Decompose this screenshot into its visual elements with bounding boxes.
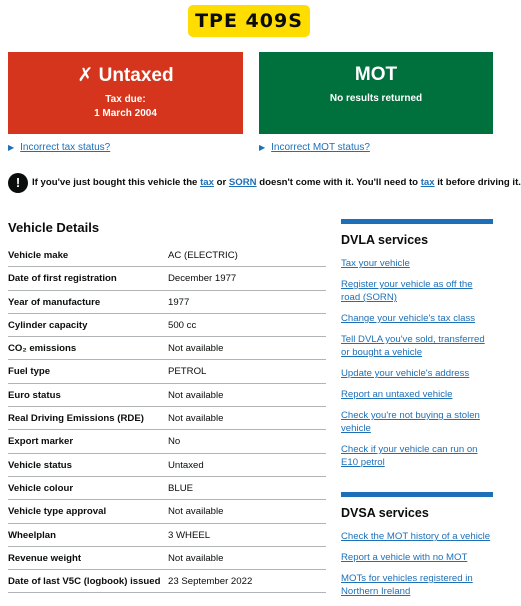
- dvla-service-link[interactable]: Tax your vehicle: [341, 258, 410, 269]
- list-item: [341, 388, 493, 401]
- vehicle-details-heading: Vehicle Details: [8, 220, 100, 235]
- detail-label: Export marker: [8, 436, 74, 448]
- list-item: [341, 409, 493, 435]
- detail-value: BLUE: [168, 482, 194, 494]
- table-row: [8, 477, 326, 500]
- dvsa-service-link[interactable]: MOTs for vehicles registered in Northern Ireland: [341, 573, 473, 597]
- detail-value: Untaxed: [168, 459, 204, 471]
- triangle-right-icon: ▶: [259, 143, 266, 152]
- detail-label: Vehicle make: [8, 250, 69, 261]
- detail-value: Not available: [168, 413, 224, 425]
- detail-label: Revenue weight: [8, 552, 82, 564]
- detail-label: Euro status: [8, 389, 61, 401]
- dvla-services-title: DVLA services: [341, 233, 429, 247]
- tax-status-panel: [8, 52, 243, 134]
- list-item: [341, 572, 493, 598]
- list-item: [341, 530, 493, 543]
- table-row: [8, 430, 326, 453]
- detail-label: CO₂ emissions: [8, 343, 77, 355]
- table-row: [8, 547, 326, 570]
- dvsa-services-title: DVSA services: [341, 506, 429, 520]
- detail-value: AC (ELECTRIC): [168, 250, 238, 261]
- plate-container: [0, 5, 498, 37]
- table-row: [8, 454, 326, 477]
- dvla-service-link[interactable]: Tell DVLA you've sold, transferred or bought a vehicle: [341, 334, 485, 358]
- dvsa-links-list: [341, 530, 493, 598]
- detail-value: Not available: [168, 552, 224, 564]
- dvla-service-link[interactable]: Report an untaxed vehicle: [341, 389, 453, 400]
- tax-link[interactable]: tax: [200, 177, 214, 188]
- incorrect-mot-link[interactable]: Incorrect MOT status?: [271, 142, 370, 153]
- dvsa-top-bar: [341, 492, 493, 497]
- dvla-top-bar: [341, 219, 493, 224]
- tax-status-title: ✗ Untaxed: [77, 65, 174, 86]
- table-row: [8, 524, 326, 547]
- detail-label: Year of manufacture: [8, 296, 101, 308]
- table-row: [8, 360, 326, 383]
- detail-value: 1977: [168, 296, 190, 308]
- detail-label: Vehicle type approval: [8, 506, 107, 518]
- detail-value: Not available: [168, 343, 224, 355]
- exclamation-icon: !: [8, 173, 28, 193]
- table-row: [8, 267, 326, 290]
- dvla-service-link[interactable]: Register your vehicle as off the road (SORN): [341, 279, 473, 303]
- dvla-services-panel: [341, 219, 493, 477]
- detail-value: 23 September 2022: [168, 576, 253, 588]
- table-row: [8, 314, 326, 337]
- detail-value: 3 WHEEL: [168, 529, 211, 541]
- table-row: [8, 244, 326, 267]
- detail-value: PETROL: [168, 366, 207, 378]
- detail-label: Date of first registration: [8, 273, 117, 285]
- detail-label: Wheelplan: [8, 529, 56, 541]
- triangle-right-icon: ▶: [8, 143, 15, 152]
- tax-link-2[interactable]: tax: [420, 177, 435, 188]
- list-item: [341, 257, 493, 270]
- warning-notice: [8, 172, 521, 194]
- tax-due-label: Tax due:: [105, 94, 146, 105]
- dvla-service-link[interactable]: Change your vehicle's tax class: [341, 313, 476, 324]
- table-row: [8, 500, 326, 523]
- detail-label: Real Driving Emissions (RDE): [8, 413, 144, 425]
- detail-label: Vehicle status: [8, 459, 72, 471]
- list-item: [341, 443, 493, 469]
- table-row: [8, 291, 326, 314]
- list-item: [341, 367, 493, 380]
- detail-label: Date of last V5C (logbook) issued: [8, 576, 161, 588]
- tax-due-date: 1 March 2004: [94, 108, 157, 119]
- dvsa-services-panel: [341, 492, 493, 606]
- number-plate: TPE 409S: [188, 5, 310, 37]
- detail-value: No: [168, 436, 181, 448]
- table-row: [8, 570, 326, 593]
- table-row: [8, 384, 326, 407]
- detail-label: Vehicle colour: [8, 482, 74, 494]
- table-row: [8, 337, 326, 360]
- list-item: [341, 312, 493, 325]
- dvla-service-link[interactable]: Check you're not buying a stolen vehicle: [341, 410, 480, 434]
- mot-status-panel: [259, 52, 493, 134]
- detail-value: 500 cc: [168, 319, 197, 331]
- vehicle-details-table: [8, 244, 326, 593]
- dvla-service-link[interactable]: Update your vehicle's address: [341, 368, 470, 379]
- warning-text: If you've just bought this vehicle the tax or SORN doesn't come with it. You'll need to tax it before driving it.: [32, 177, 521, 188]
- mot-status-text: No results returned: [329, 93, 423, 104]
- mot-status-title: MOT: [354, 64, 398, 85]
- incorrect-mot-disclosure[interactable]: [259, 142, 370, 153]
- sorn-link[interactable]: SORN: [228, 177, 257, 188]
- list-item: [341, 278, 493, 304]
- detail-value: Not available: [168, 506, 224, 518]
- detail-label: Cylinder capacity: [8, 319, 88, 331]
- dvsa-service-link[interactable]: Report a vehicle with no MOT: [341, 552, 468, 563]
- incorrect-tax-link[interactable]: Incorrect tax status?: [20, 142, 111, 153]
- table-row: [8, 407, 326, 430]
- incorrect-tax-disclosure[interactable]: [8, 142, 110, 153]
- dvla-service-link[interactable]: Check if your vehicle can run on E10 petrol: [341, 444, 478, 468]
- detail-label: Fuel type: [8, 366, 51, 378]
- list-item: [341, 333, 493, 359]
- detail-value: December 1977: [168, 273, 237, 285]
- dvsa-service-link[interactable]: Check the MOT history of a vehicle: [341, 531, 491, 542]
- dvla-links-list: [341, 257, 493, 469]
- list-item: [341, 551, 493, 564]
- detail-value: Not available: [168, 389, 224, 401]
